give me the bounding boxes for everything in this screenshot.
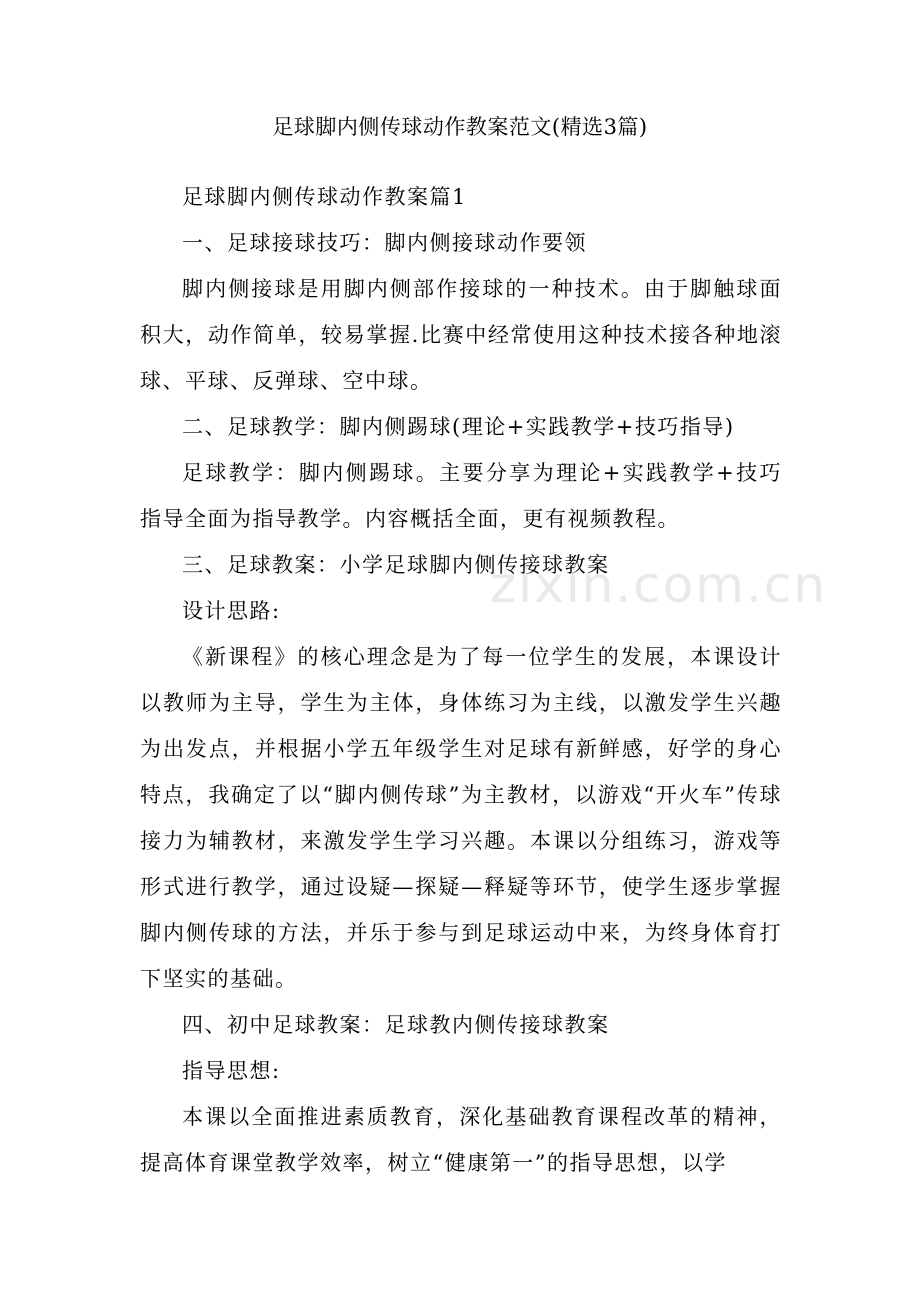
subsection-heading: 二、足球教学：脚内侧踢球(理论+实践教学+技巧指导) xyxy=(182,415,735,439)
subsection-heading: 三、足球教案：小学足球脚内侧传接球教案 xyxy=(182,553,610,577)
subsection-heading: 四、初中足球教案：足球教内侧传接球教案 xyxy=(182,1013,610,1037)
document-body xyxy=(140,174,782,1186)
body-paragraph: 设计思路: xyxy=(182,599,281,623)
body-paragraph: 脚内侧接球是用脚内侧部作接球的一种技术。由于脚触球面积大，动作简单，较易掌握.比赛中经常使用这种技术接各种地滚球、平球、反弹球、空中球。 xyxy=(140,277,782,393)
section-heading: 足球脚内侧传球动作教案篇1 xyxy=(182,185,467,209)
document-title: 足球脚内侧传球动作教案范文(精选3篇) xyxy=(272,115,648,139)
body-paragraph: 指导思想: xyxy=(182,1059,281,1083)
body-paragraph: 足球教学：脚内侧踢球。主要分享为理论+实践教学+技巧指导全面为指导教学。内容概括全面，更有视频教程。 xyxy=(140,461,782,531)
body-paragraph: 《新课程》的核心理念是为了每一位学生的发展，本课设计以教师为主导，学生为主体，身体练习为主线，以激发学生兴趣为出发点，并根据小学五年级学生对足球有新鲜感，好学的身心特点，我确定了以“脚内侧传球”为主教材，以游戏“开火车”传球接力为辅教材，来激发学生学习兴趣。本课以分组练习，游戏等形式进行教学，通过设疑—探疑—释疑等环节，使学生逐步掌握脚内侧传球的方法，并乐于参与到足球运动中来，为终身体育打下坚实的基础。 xyxy=(140,645,782,991)
body-paragraph: 本课以全面推进素质教育，深化基础教育课程改革的精神，提高体育课堂教学效率，树立“健康第一”的指导思想，以学 xyxy=(140,1105,782,1175)
watermark: zixin.com.cn xyxy=(490,556,828,614)
subsection-heading: 一、足球接球技巧：脚内侧接球动作要领 xyxy=(182,231,587,255)
